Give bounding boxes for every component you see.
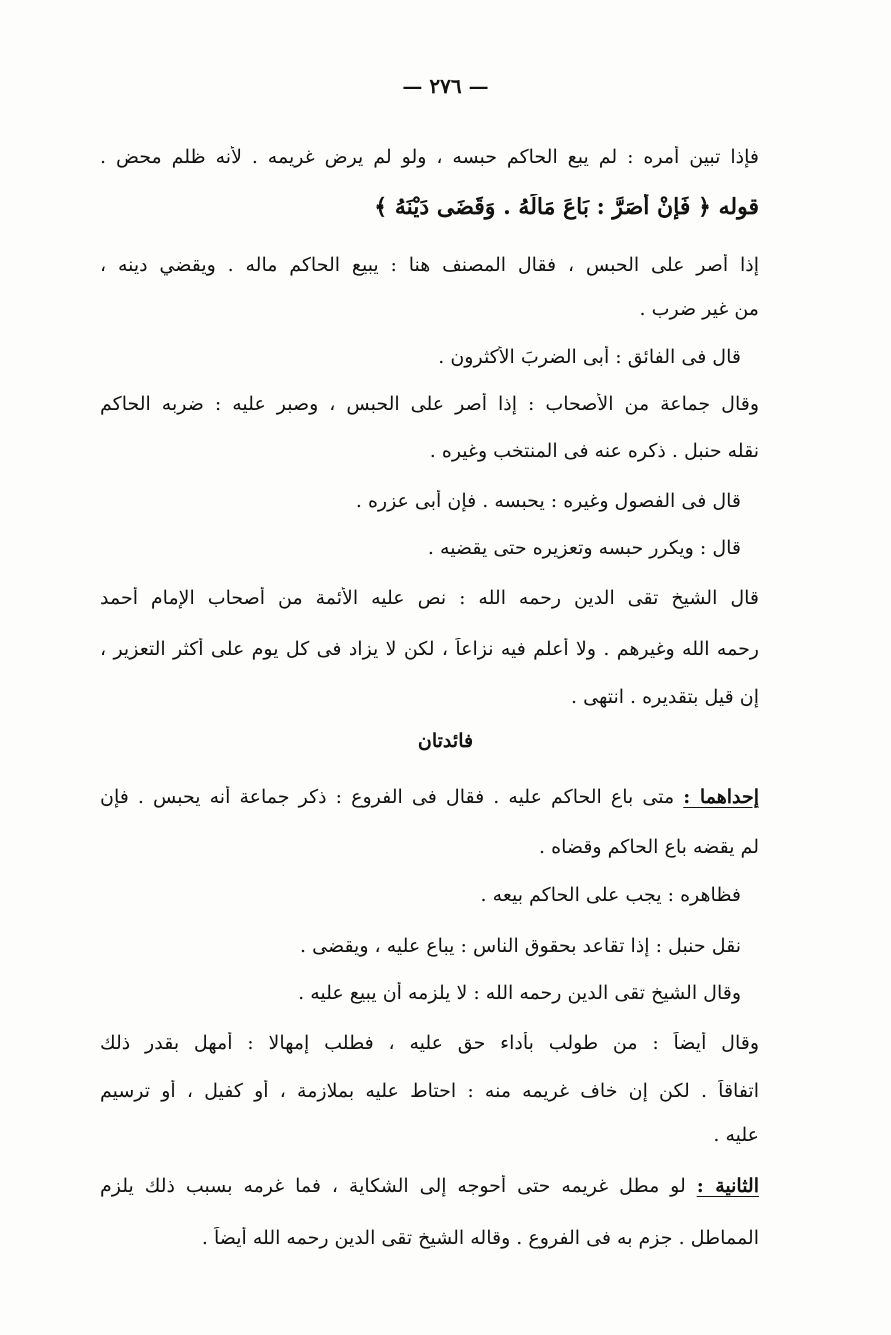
- text-line: فظاهره : يجب على الحاكم بيعه .: [480, 884, 741, 906]
- paragraph-lead: الثانية :: [696, 1175, 759, 1197]
- text-line: لم يقضه باع الحاكم وقضاه .: [539, 836, 759, 858]
- text-line: قال الشيخ تقى الدين رحمه الله : نص عليه الأئمة من أصحاب الإمام أحمد: [100, 587, 759, 609]
- text-line: قال فى الفصول وغيره : يحبسه . فإن أبى عزره .: [355, 490, 741, 512]
- text-line: [100, 786, 759, 808]
- text-line: عليه .: [713, 1124, 759, 1146]
- quoted-heading: قوله ﴿ فَإِنْ أَصَرَّ : بَاعَ مَالَهُ . وَقَضَى دَيْنَهُ ﴾: [374, 194, 759, 220]
- text-line: إذا أصر على الحبس ، فقال المصنف هنا : يبيع الحاكم ماله . ويقضي دينه ،: [100, 254, 759, 276]
- text-line: وقال أيضاً : من طولب بأداء حق عليه ، فطلب إمهالا : أمهل بقدر ذلك: [100, 1032, 759, 1054]
- page-number: — ٢٧٦ —: [402, 74, 489, 98]
- text-span: لو مطل غريمه حتى أحوجه إلى الشكاية ، فما غرمه بسبب ذلك يلزم: [100, 1175, 697, 1197]
- text-line: وقال جماعة من الأصحاب : إذا أصر على الحبس ، وصبر عليه : ضربه الحاكم: [100, 393, 759, 415]
- text-line: قال فى الفائق : أبى الضربَ الأكثرون .: [438, 346, 741, 368]
- text-line: قال : ويكرر حبسه وتعزيره حتى يقضيه .: [427, 537, 741, 559]
- text-line: إن قيل بتقديره . انتهى .: [571, 686, 759, 708]
- text-line: المماطل . جزم به فى الفروع . وقاله الشيخ تقى الدين رحمه الله أيضاً .: [201, 1227, 759, 1249]
- text-line: وقال الشيخ تقى الدين رحمه الله : لا يلزمه أن يبيع عليه .: [298, 982, 741, 1004]
- paragraph-lead: إحداهما :: [683, 786, 759, 808]
- text-line: نقله حنبل . ذكره عنه فى المنتخب وغيره .: [429, 440, 759, 462]
- text-line: اتفاقاً . لكن إن خاف غريمه منه : احتاط عليه بملازمة ، أو كفيل ، أو ترسيم: [100, 1080, 759, 1102]
- text-line: فإذا تبين أمره : لم يبع الحاكم حبسه ، ولو لم يرض غريمه . لأنه ظلم محض .: [100, 146, 759, 168]
- text-span: متى باع الحاكم عليه . فقال فى الفروع : ذكر جماعة أنه يحبس . فإن: [100, 786, 684, 808]
- text-line: نقل حنبل : إذا تقاعد بحقوق الناس : يباع عليه ، ويقضى .: [300, 935, 741, 957]
- section-title: فائدتان: [417, 730, 474, 752]
- text-line: من غير ضرب .: [639, 298, 759, 320]
- text-line: [100, 1175, 759, 1197]
- text-line: رحمه الله وغيرهم . ولا أعلم فيه نزاعاً ، لكن لا يزاد فى كل يوم على أكثر التعزير ،: [100, 638, 759, 660]
